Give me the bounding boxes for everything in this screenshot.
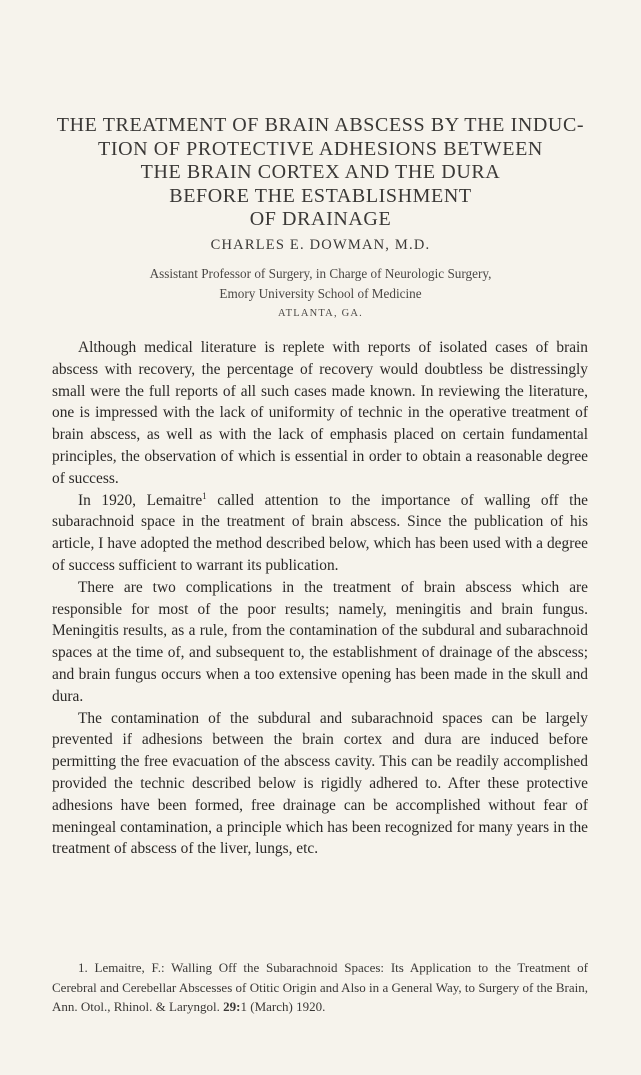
- author-affiliation: [0, 264, 641, 304]
- affiliation-line: Emory University School of Medicine: [219, 286, 422, 301]
- body-paragraph: Although medical literature is replete with reports of isolated cases of brain abscess with recovery, the percentage of recovery would doubtless be distressingly small were the full reports of all such cases made known. In reviewing the literature, one is impressed with the lack of uniformity of technic in the operative treatment of brain abscess, as well as with the lack of emphasis placed on certain fundamental principles, the observation of which is essential in order to obtain a reasonable degree of success.: [52, 339, 588, 487]
- title-line: THE BRAIN CORTEX AND THE DURA: [140, 161, 501, 183]
- footnote-text: 1. Lemaitre, F.: Walling Off the Subarachnoid Spaces: Its Application to the Treatment of Cerebral and Cerebellar Abscesses of Otitic Origin and Also in a General Way, to Surgery of the Brain, Ann. Otol., Rhinol. & Laryngol.: [52, 960, 588, 1014]
- title-line: BEFORE THE ESTABLISHMENT: [169, 184, 472, 207]
- author-location: ATLANTA, GA.: [277, 308, 363, 319]
- footnote-issue: 1 (March) 1920.: [240, 999, 326, 1014]
- body-paragraph: The contamination of the subdural and subarachnoid spaces can be largely prevented if adhesions between the brain cortex and dura are induced before permitting the free evacuation of the abscess cavity. This can be readily accomplished provided the technic described below is rigidly adhered to. After these protective adhesions have been formed, free drainage can be accomplished without fear of meningeal contamination, a principle which has been recognized for many years in the treatment of abscess of the liver, lungs, etc.: [52, 709, 588, 858]
- author-name: CHARLES E. DOWMAN, M.D.: [210, 237, 431, 253]
- body-paragraph: There are two complications in the treatment of brain abscess which are responsible for most of the poor results; namely, meningitis and brain fungus. Meningitis results, as a rule, from the contamination of the subdural and subarachnoid spaces at the time of, and subsequent to, the establishment of drainage of the abscess; and brain fungus occurs when a too extensive opening has been made in the skull and dura.: [52, 578, 588, 705]
- footnote-volume: 29:: [223, 999, 241, 1014]
- article-body: [52, 337, 588, 860]
- footnote-reference[interactable]: 1: [202, 490, 207, 501]
- title-line: OF DRAINAGE: [249, 208, 392, 230]
- paragraph-text: called attention to the importance of walling off the subarachnoid space in the treatment of brain abscess. Since the publication of his article, I have adopted the method described below, which has been used with a degree of success sufficient to warrant its publication.: [52, 491, 588, 574]
- footnote: [52, 958, 588, 1017]
- body-paragraph: [52, 490, 588, 577]
- title-line: THE TREATMENT OF BRAIN ABSCESS BY THE INDUC-: [56, 114, 585, 136]
- title-line: TION OF PROTECTIVE ADHESIONS BETWEEN: [98, 137, 543, 160]
- paragraph-text: In 1920, Lemaitre: [78, 491, 203, 509]
- affiliation-line: Assistant Professor of Surgery, in Charge of Neurologic Surgery,: [149, 266, 492, 281]
- article-title: [40, 114, 601, 232]
